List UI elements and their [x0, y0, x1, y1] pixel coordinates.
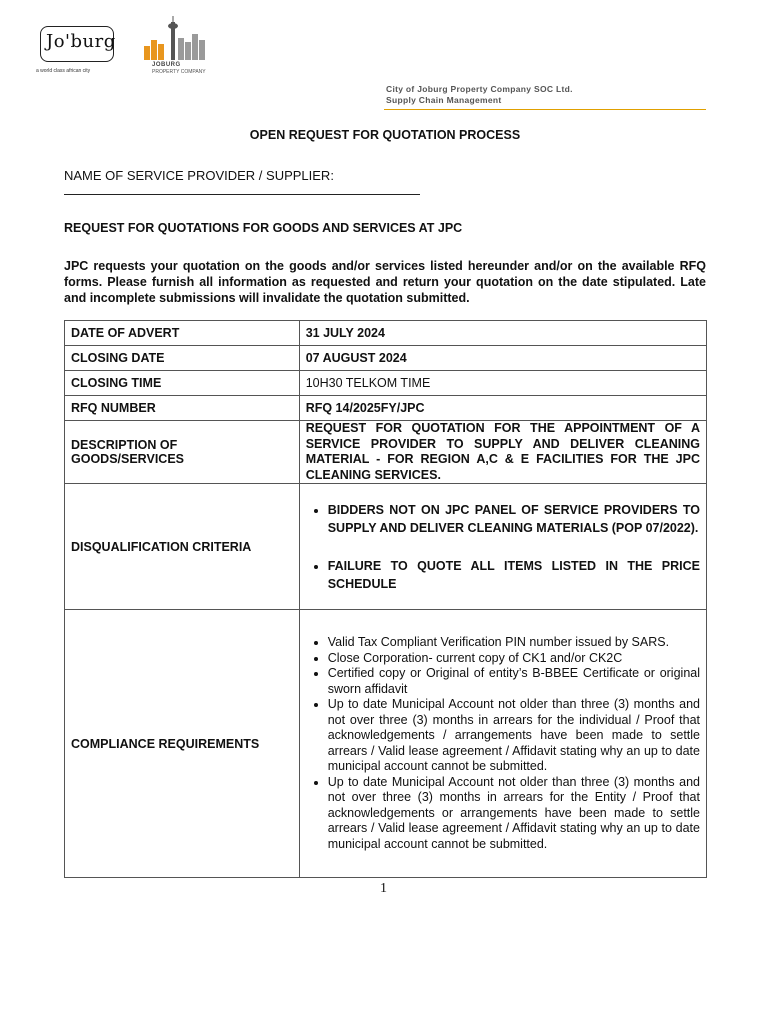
- closing-time-value: 10H30 TELKOM TIME: [299, 371, 706, 396]
- rfq-heading: REQUEST FOR QUOTATIONS FOR GOODS AND SERVICES AT JPC: [64, 221, 463, 235]
- list-item: • Certified copy or Original of entity’s B-BBEE Certificate or original sworn affidavit: [328, 666, 700, 697]
- document-title: OPEN REQUEST FOR QUOTATION PROCESS: [249, 128, 521, 142]
- list-item: • Up to date Municipal Account not older than three (3) months and not over three (3) months in arrears for the individual / Proof that acknowledgements / arrangements have been made to settle arrears / Valid lease agreement / Affidavit stating why an up to date municipal account cannot be submitted.: [328, 697, 700, 775]
- jpc-logo-sub: PROPERTY COMPANY: [152, 69, 206, 75]
- joburg-tagline: a world class african city: [36, 68, 91, 74]
- joburg-logo-word: Jo'burg: [46, 31, 116, 52]
- rfq-number-label: RFQ NUMBER: [65, 396, 300, 421]
- table-row: [65, 396, 707, 421]
- list-item: • FAILURE TO QUOTE ALL ITEMS LISTED IN THE PRICE SCHEDULE: [328, 557, 700, 593]
- table-row: [65, 421, 707, 484]
- date-of-advert-label: DATE OF ADVERT: [65, 321, 300, 346]
- joburg-logo: [36, 20, 128, 80]
- disqualification-value: [299, 484, 706, 610]
- department-name: Supply Chain Management: [386, 95, 502, 105]
- compliance-label: COMPLIANCE REQUIREMENTS: [65, 610, 300, 878]
- rfq-details-table: [64, 320, 707, 878]
- compliance-value: [299, 610, 706, 878]
- closing-time-label: CLOSING TIME: [65, 371, 300, 396]
- closing-date-label: CLOSING DATE: [65, 346, 300, 371]
- table-row: [65, 484, 707, 610]
- list-item: • BIDDERS NOT ON JPC PANEL OF SERVICE PROVIDERS TO SUPPLY AND DELIVER CLEANING MATERIALS (POP 07/2022).: [328, 501, 700, 537]
- description-value: REQUEST FOR QUOTATION FOR THE APPOINTMENT OF A SERVICE PROVIDER TO SUPPLY AND DELIVER CLEANING MATERIAL - FOR REGION A,C & E FACILITIES FOR THE JPC CLEANING SERVICES.: [299, 421, 706, 484]
- description-label: DESCRIPTION OF GOODS/SERVICES: [65, 421, 300, 484]
- closing-date-value: 07 AUGUST 2024: [299, 346, 706, 371]
- company-name: City of Joburg Property Company SOC Ltd.: [386, 84, 573, 94]
- rfq-number-value: RFQ 14/2025FY/JPC: [299, 396, 706, 421]
- company-block: [386, 84, 573, 106]
- list-item: • Valid Tax Compliant Verification PIN number issued by SARS.: [328, 635, 700, 651]
- table-row: [65, 321, 707, 346]
- date-of-advert-value: 31 JULY 2024: [299, 321, 706, 346]
- compliance-list: [306, 635, 700, 852]
- header-rule: [384, 109, 706, 110]
- provider-label: NAME OF SERVICE PROVIDER / SUPPLIER:: [64, 168, 334, 183]
- provider-name-line: [64, 194, 420, 195]
- list-item: • Close Corporation- current copy of CK1 and/or CK2C: [328, 651, 700, 667]
- disqualification-label: DISQUALIFICATION CRITERIA: [65, 484, 300, 610]
- page-number: 1: [380, 881, 387, 896]
- jpc-logo-word: JOBURG: [152, 62, 181, 68]
- table-row: [65, 371, 707, 396]
- jpc-skyline-icon: [140, 16, 212, 60]
- intro-paragraph: JPC requests your quotation on the goods and/or services listed hereunder and/or on the available RFQ forms. Please furnish all information as requested and return your quotation on the date stipulated. Late and incomplete submissions will invalidate the quotation submitted.: [64, 259, 706, 305]
- jpc-logo: [140, 16, 230, 76]
- table-row: [65, 346, 707, 371]
- disqualification-list: [306, 501, 700, 593]
- table-row: [65, 610, 707, 878]
- list-item: • Up to date Municipal Account not older than three (3) months and not over three (3) months in arrears for the Entity / Proof that acknowledgements or arrangements have been made to settle arrears / Valid lease agreement / Affidavit stating why an up to date municipal account cannot be submitted.: [328, 775, 700, 853]
